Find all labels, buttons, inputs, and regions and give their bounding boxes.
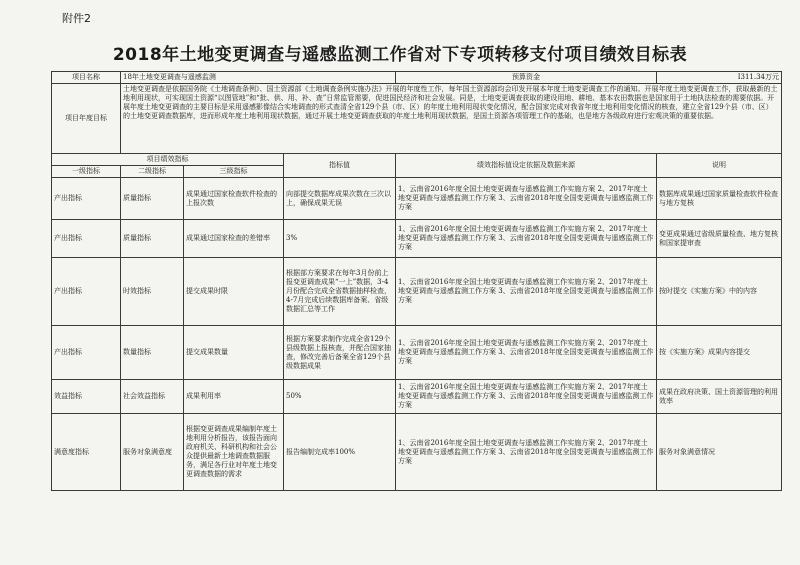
table-row: [52, 258, 782, 326]
basis-cell: 1、云南省2016年度全国土地变更调查与遥感监测工作实施方案 2、2017年度土地变更调查与遥感监测工作方案 3、云南省2018年度全国变更调查与遥感监测工作方案: [396, 178, 657, 220]
level3-cell: 成果通过国家检查软件检查的上报次数: [184, 178, 284, 220]
note-cell: 成果在政府决策、国土资源管理的利用效率: [657, 380, 782, 414]
value-column-header: 指标值: [284, 154, 396, 178]
table-row: [52, 178, 782, 220]
project-name-value: 18年土地变更调查与遥感监测: [121, 72, 396, 84]
level3-cell: 提交成果时限: [184, 258, 284, 326]
indicator-group-header: 项目绩效指标: [52, 154, 284, 166]
note-cell: 变更成果通过省级质量检查、地方复核和国家提审查: [657, 220, 782, 258]
note-cell: 服务对象满意情况: [657, 414, 782, 491]
table-row: [52, 380, 782, 414]
value-cell: 根据方案要求制作完成全省129个县级数据上报核查，并配合国家抽查，修改完善后备案全省129个县级数据成果: [284, 326, 396, 380]
level2-cell: 质量指标: [121, 220, 184, 258]
basis-cell: 1、云南省2016年度全国土地变更调查与遥感监测工作实施方案 2、2017年度土地变更调查与遥感监测工作方案 3、云南省2018年度全国变更调查与遥感监测工作方案: [396, 326, 657, 380]
level1-cell: 产出指标: [52, 326, 121, 380]
level3-cell: 成果通过国家检查的差错率: [184, 220, 284, 258]
level3-column-header: 三级指标: [184, 166, 284, 178]
project-name-label: 项目名称: [52, 72, 121, 84]
budget-value: I311.34万元: [657, 72, 782, 84]
note-column-header: 说明: [657, 154, 782, 178]
basis-column-header: 绩效指标值设定依据及数据来源: [396, 154, 657, 178]
basis-cell: 1、云南省2016年度全国土地变更调查与遥感监测工作实施方案 2、2017年度土地变更调查与遥感监测工作方案 3、云南省2018年度全国变更调查与遥感监测工作方案: [396, 220, 657, 258]
level2-column-header: 二级指标: [121, 166, 184, 178]
level1-cell: 效益指标: [52, 380, 121, 414]
page-title: 2018年土地变更调查与遥感监测工作省对下专项转移支付项目绩效目标表: [112, 45, 688, 65]
annual-goal-label: 项目年度目标: [52, 84, 121, 154]
note-cell: 按时提交《实施方案》中的内容: [657, 258, 782, 326]
level2-cell: 服务对象满意度: [121, 414, 184, 491]
level1-cell: 产出指标: [52, 178, 121, 220]
table-row: [52, 414, 782, 491]
annual-goal-text: 土地变更调查是依据国务院《土地调查条例》、国土资源部《土地调查条例实施办法》开展的年度性工作，每年国土资源部均会印发开展本年度土地变更调查工作的通知。开展年度土地变更调查工作，获取最新的土地利用现状，可实现国土资源“以图管地”和“批、供、用、补、查”日常监管需要，促进国民经济和社会发展。同是，土地变更调查获取的建设用地、耕地、基本农田数据也是国家用于土地执法检查的需要依据。开展年度土地变更调查的主要目标是采用遥感影像结合实地调查的形式查清全省129个县（市、区）的年度土地利用现状变化情况，配合国家完成对我省年度土地利用变化情况的核查，建立全省129个县（市、区）的土地变更调查数据库，进而形成年度土地利用现状数据，通过开展土地变更调查获取的年度土地利用现状数据，是国土资源各项管理工作的基础，也是地方各级政府进行宏观决策的重要依据。: [121, 84, 782, 154]
table-row: [52, 220, 782, 258]
project-name-row: [52, 72, 782, 84]
level1-cell: 产出指标: [52, 258, 121, 326]
level2-cell: 社会效益指标: [121, 380, 184, 414]
level3-cell: 根据变更调查成果编制年度土地利用分析报告，该报告面向政府机关、科研机构和社会公众提供最新土地调查数据服务，满足各行业对年度土地变更调查数据的需求: [184, 414, 284, 491]
value-cell: 根据部方案要求在每年3月份前上报变更调查成果“一上”数据，3-4月份配合完成全省数据抽样检查，4-7月完成后续数据库备案、省级数据汇总等工作: [284, 258, 396, 326]
level1-cell: 产出指标: [52, 220, 121, 258]
level2-cell: 数量指标: [121, 326, 184, 380]
basis-cell: 1、云南省2016年度全国土地变更调查与遥感监测工作实施方案 2、2017年度土地变更调查与遥感监测工作方案 3、云南省2018年度全国变更调查与遥感监测工作方案: [396, 380, 657, 414]
attachment-label: 附件2: [62, 12, 91, 25]
budget-label: 预算资金: [396, 72, 657, 84]
level2-cell: 质量指标: [121, 178, 184, 220]
level3-cell: 提交成果数量: [184, 326, 284, 380]
note-cell: 数据库成果通过国家质量检查软件检查与地方复核: [657, 178, 782, 220]
value-cell: 3%: [284, 220, 396, 258]
basis-cell: 1、云南省2016年度全国土地变更调查与遥感监测工作实施方案 2、2017年度土地变更调查与遥感监测工作方案 3、云南省2018年度全国变更调查与遥感监测工作方案: [396, 414, 657, 491]
level3-cell: 成果利用率: [184, 380, 284, 414]
value-cell: 报告编制完成率100%: [284, 414, 396, 491]
basis-cell: 1、云南省2016年度全国土地变更调查与遥感监测工作实施方案 2、2017年度土地变更调查与遥感监测工作方案 3、云南省2018年度全国变更调查与遥感监测工作方案: [396, 258, 657, 326]
column-group-row: [52, 154, 782, 166]
value-cell: 50%: [284, 380, 396, 414]
level1-column-header: 一级指标: [52, 166, 121, 178]
performance-table: [51, 71, 782, 491]
level1-cell: 满意度指标: [52, 414, 121, 491]
annual-goal-row: [52, 84, 782, 154]
note-cell: 按《实施方案》成果内容提交: [657, 326, 782, 380]
value-cell: 向部提交数据库成果次数在三次以上，确保成果无误: [284, 178, 396, 220]
level2-cell: 时效指标: [121, 258, 184, 326]
table-row: [52, 326, 782, 380]
